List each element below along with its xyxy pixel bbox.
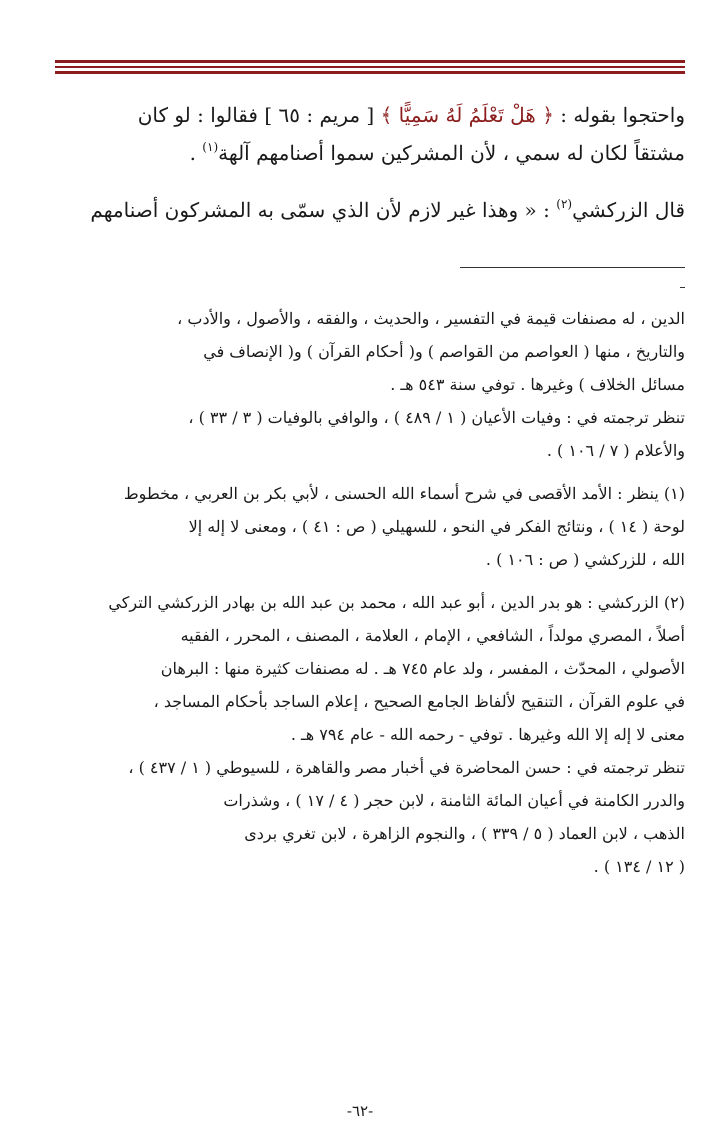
footnote-2-line: الذهب ، لابن العماد ( ٥ / ٣٣٩ ) ، والنجوم الزاهرة ، لابن تغري بردى [244,824,685,843]
footnote-2-line: في علوم القرآن ، التنقيح لألفاظ الجامع الصحيح ، إعلام الساجد بأحكام المساجد ، [153,692,685,711]
footnote-2-line: معنى لا إله إلا الله وغيرها . توفي - رحمه الله - عام ٧٩٤ هـ . [290,725,685,744]
footnote-ref-1[interactable]: (١) [202,140,219,154]
main-line-1: واحتجوا بقوله : ﴿ هَلْ تَعْلَمُ لَهُ سَمِيًّا ﴾ [ مريم : ٦٥ ] فقالوا : لو كان [137,103,685,127]
header-rule-top [55,60,685,63]
footnote-continued-line: مسائل الخلاف ) وغيرها . توفي سنة ٥٤٣ هـ . [390,375,685,394]
footnote-continued-line: والأعلام ( ٧ / ١٠٦ ) . [546,441,685,460]
footnote-continued-line: الدين ، له مصنفات قيمة في التفسير ، والحديث ، والفقه ، والأصول ، والأدب ، [177,309,685,328]
footnote-2-number: (٢) [663,593,685,612]
footnotes [40,302,685,883]
footnote-2-line: ( ١٢ / ١٣٤ ) . [593,857,685,876]
footnote-continued-line: تنظر ترجمته في : وفيات الأعيان ( ١ / ٤٨٩ ) ، والوافي بالوفيات ( ٣ / ٣٣ ) ، [188,408,685,427]
header-rule-middle [55,66,685,68]
main-line-2: مشتقاً لكان له سمي ، لأن المشركين سموا أصنامهم آلهة$^{(١)}$ . [189,140,685,165]
footnote-2-line: تنظر ترجمته في : حسن المحاضرة في أخبار مصر والقاهرة ، للسيوطي ( ١ / ٤٣٧ ) ، [128,758,685,777]
quran-verse: ﴿ هَلْ تَعْلَمُ لَهُ سَمِيًّا ﴾ [380,103,554,127]
header-rule-bottom [55,71,685,74]
footnote-1-line: لوحة ( ١٤ ) ، ونتائج الفكر في النحو ، للسهيلي ( ص : ٤١ ) ، ومعنى لا إله إلا [188,517,685,536]
footnote-separator [460,267,685,268]
footnote-2-line: والدرر الكامنة في أعيان المائة الثامنة ، لابن حجر ( ٤ / ١٧ ) ، وشذرات [223,791,685,810]
footnote-continuation-mark [680,287,685,288]
footnote-ref-2[interactable]: (٢) [556,197,573,211]
footnote-1-line: الله ، للزركشي ( ص : ١٠٦ ) . [485,550,685,569]
main-line-3: قال الزركشي$^{(٢)}$ : « وهذا غير لازم لأن الذي سمّى به المشركون أصنامهم [90,197,685,222]
main-text [55,96,685,232]
page-number: -٦٢- [346,1102,374,1120]
footnote-2-line: أصلاً ، المصري مولداً ، الشافعي ، الإمام ، العلامة ، المصنف ، المحرر ، الفقيه [180,626,685,645]
footnote-1-line: (١) ينظر : الأمد الأقصى في شرح أسماء الله الحسنى ، لأبي بكر بن العربي ، مخطوط [123,484,685,503]
footnote-1-number: (١) [663,484,685,503]
footnote-continued-line: والتاريخ ، منها ( العواصم من القواصم ) و( أحكام القرآن ) و( الإنصاف في [203,342,685,361]
footnote-2-line: (٢) الزركشي : هو بدر الدين ، أبو عبد الله ، محمد بن عبد الله بن بهادر الزركشي التركي [108,593,685,612]
footnote-2-line: الأصولي ، المحدّث ، المفسر ، ولد عام ٧٤٥ هـ . له مصنفات كثيرة منها : البرهان [160,659,685,678]
